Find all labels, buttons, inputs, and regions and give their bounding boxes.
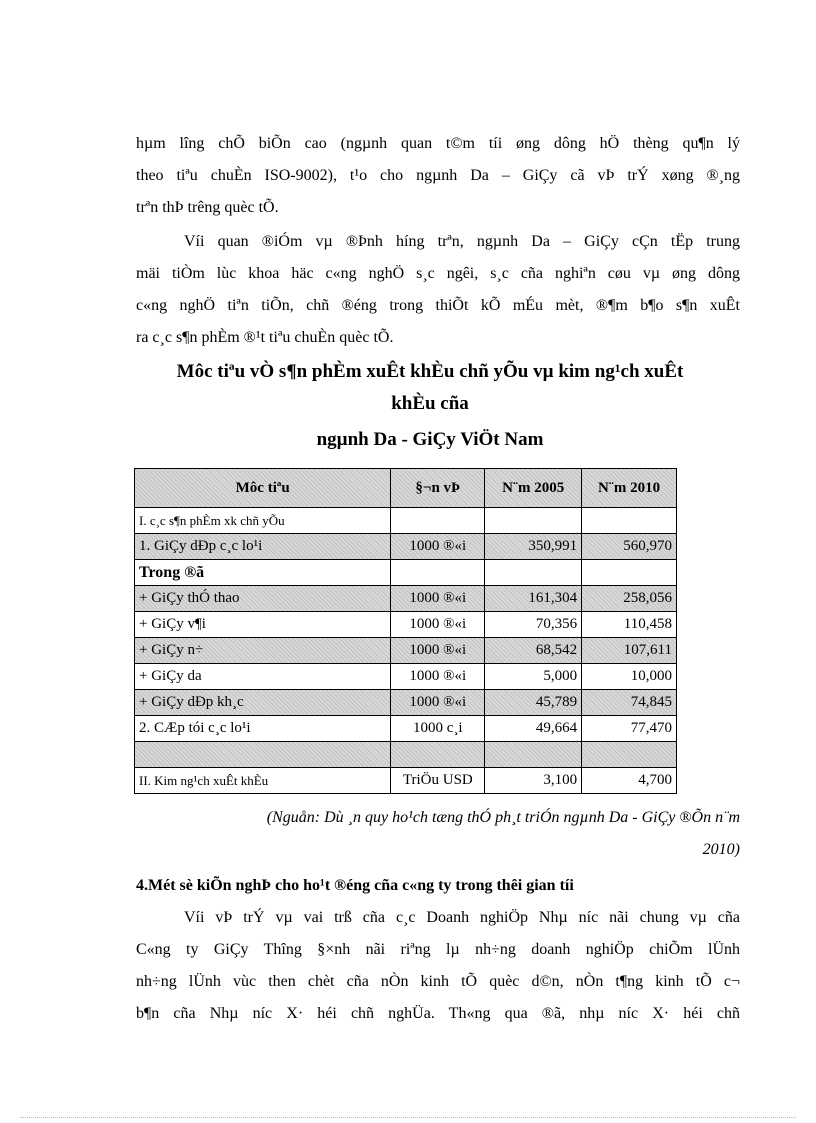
cell-item: II. Kim ng¹ch xuÊt khÈu [135, 768, 391, 794]
cell-2010: 258,056 [582, 586, 677, 612]
closing-paragraph [136, 902, 740, 1030]
heading-line: ngµnh Da - GiÇy ViÖt Nam [316, 429, 544, 450]
header-2005: N¨m 2005 [485, 469, 582, 508]
cell-2005 [485, 508, 582, 534]
cell-2010 [582, 742, 677, 768]
table-heading [120, 356, 740, 456]
cell-2010: 77,470 [582, 716, 677, 742]
cell-2010: 4,700 [582, 768, 677, 794]
cell-item: + GiÇy v¶i [135, 612, 391, 638]
cell-unit: 1000 ®«i [391, 612, 485, 638]
export-targets-table [134, 468, 677, 794]
cell-unit: TriÖu USD [391, 768, 485, 794]
cell-item: + GiÇy thÓ thao [135, 586, 391, 612]
table-row [135, 560, 677, 586]
table-row [135, 768, 677, 794]
cell-item: Trong ®ã [135, 560, 391, 586]
cell-item: + GiÇy n÷ [135, 638, 391, 664]
table-row [135, 508, 677, 534]
cell-unit [391, 742, 485, 768]
heading-line: khÈu cña [391, 393, 469, 414]
heading-line: Môc tiªu vÒ s¶n phÈm xuÊt khÈu chñ yÕu vµ kim ng¹ch xuÊt [176, 361, 684, 382]
text-line: c«ng nghÖ tiªn tiÕn, chñ ®éng trong thiÕt kÕ mÉu mèt, ®¶m b¶o s¶n xuÊt [136, 297, 740, 314]
text-line: nh÷ng lÜnh vùc then chèt cña nÒn kinh tÕ quèc d©n, nÒn t¶ng kinh tÕ c¬ [136, 973, 740, 990]
text-line: theo tiªu chuÈn ISO-9002), t¹o cho ngµnh Da – GiÇy cã vÞ trÝ xøng ®¸ng [136, 167, 740, 184]
section-title: 4.Mét sè kiÕn nghÞ cho ho¹t ®éng cña c«ng ty trong thêi gian tíi [136, 877, 574, 894]
cell-unit [391, 560, 485, 586]
cell-2005: 5,000 [485, 664, 582, 690]
cell-2010 [582, 560, 677, 586]
cell-2010: 560,970 [582, 534, 677, 560]
cell-2005: 3,100 [485, 768, 582, 794]
cell-item: 2. CÆp tói c¸c lo¹i [135, 716, 391, 742]
page-bottom-border [20, 1117, 796, 1118]
text-line: b¶n cña Nhµ níc X· héi chñ nghÜa. Th«ng qua ®ã, nhµ níc X· héi chñ [136, 1005, 740, 1022]
cell-item: 1. GiÇy dÐp c¸c lo¹i [135, 534, 391, 560]
cell-item: + GiÇy da [135, 664, 391, 690]
text-line: mäi tiÒm lùc khoa häc c«ng nghÖ s¸c ngêi, s¸c cña nghiªn cøu vµ øng dông [136, 265, 740, 282]
text-line: hµm lîng chÕ biÕn cao (ngµnh quan t©m tíi øng dông hÖ thèng qu¶n lý [136, 135, 740, 152]
cell-2005 [485, 560, 582, 586]
cell-unit: 1000 ®«i [391, 664, 485, 690]
text-line: C«ng ty GiÇy Thîng §×nh nãi riªng lµ nh÷ng doanh nghiÖp chiÕm lÜnh [136, 941, 740, 958]
cell-unit [391, 508, 485, 534]
text-line: ra c¸c s¶n phÈm ®¹t tiªu chuÈn quèc tÕ. [136, 329, 394, 346]
cell-2005: 45,789 [485, 690, 582, 716]
cell-2005 [485, 742, 582, 768]
table-source-note [150, 802, 740, 866]
cell-unit: 1000 c¸i [391, 716, 485, 742]
cell-2010: 110,458 [582, 612, 677, 638]
table-row [135, 534, 677, 560]
table-row [135, 612, 677, 638]
source-line: (Nguån: Dù ¸n quy ho¹ch tæng thÓ ph¸t triÓn ngµnh Da - GiÇy ®Õn n¨m [266, 809, 740, 826]
cell-2010: 10,000 [582, 664, 677, 690]
cell-2005: 68,542 [485, 638, 582, 664]
intro-paragraph [136, 128, 740, 224]
text-line: trªn thÞ trêng quèc tÕ. [136, 199, 279, 216]
header-unit: §¬n vÞ [391, 469, 485, 508]
viewpoint-paragraph [136, 226, 740, 354]
cell-2005: 350,991 [485, 534, 582, 560]
cell-2005: 49,664 [485, 716, 582, 742]
cell-2005: 161,304 [485, 586, 582, 612]
table-row [135, 690, 677, 716]
table-row [135, 664, 677, 690]
cell-unit: 1000 ®«i [391, 586, 485, 612]
cell-item: I. c¸c s¶n phÈm xk chñ yÕu [135, 508, 391, 534]
header-2010: N¨m 2010 [582, 469, 677, 508]
table-row [135, 586, 677, 612]
table-row [135, 742, 677, 768]
header-target: Môc tiªu [135, 469, 391, 508]
cell-2010: 107,611 [582, 638, 677, 664]
cell-2010: 74,845 [582, 690, 677, 716]
cell-item [135, 742, 391, 768]
text-line: Víi vÞ trÝ vµ vai trß cña c¸c Doanh nghiÖp Nhµ níc nãi chung vµ cña [184, 909, 740, 926]
table-header-row [135, 469, 677, 508]
cell-unit: 1000 ®«i [391, 638, 485, 664]
cell-unit: 1000 ®«i [391, 534, 485, 560]
cell-item: + GiÇy dÐp kh¸c [135, 690, 391, 716]
source-line: 2010) [702, 841, 740, 858]
cell-2005: 70,356 [485, 612, 582, 638]
table-row [135, 638, 677, 664]
cell-2010 [582, 508, 677, 534]
text-line: Víi quan ®iÓm vµ ®Þnh híng trªn, ngµnh Da – GiÇy cÇn tËp trung [184, 233, 740, 250]
table-row [135, 716, 677, 742]
cell-unit: 1000 ®«i [391, 690, 485, 716]
